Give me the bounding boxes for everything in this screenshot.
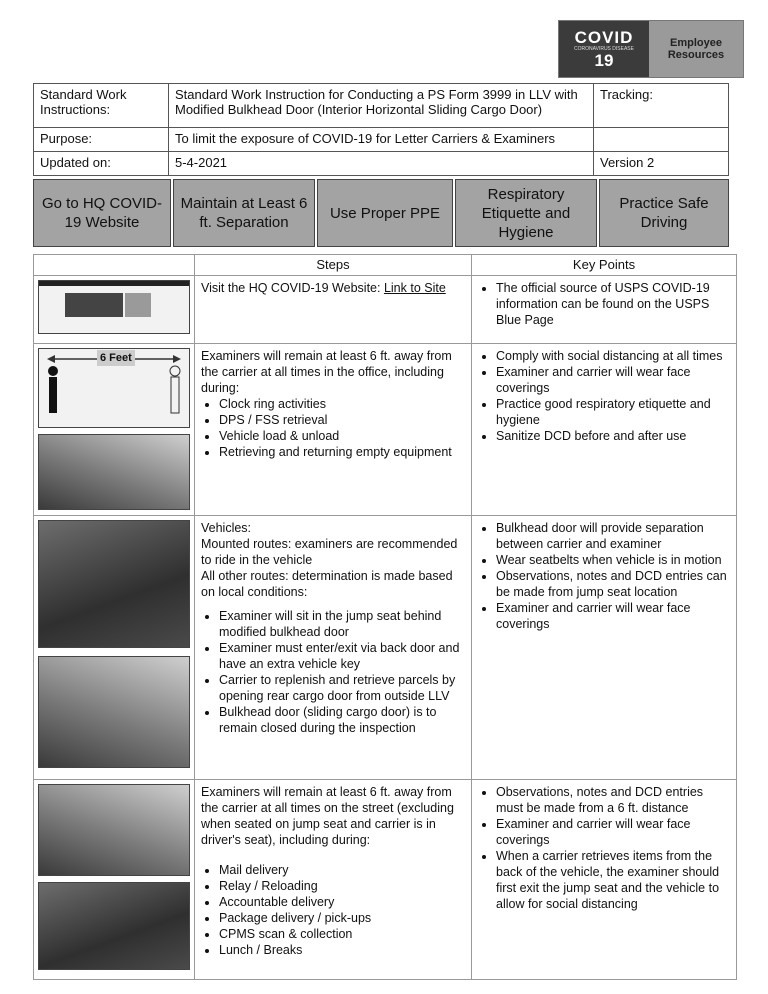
row3-keypoints-cell [472,516,737,780]
list-item: • Carrier to replenish and retrieve parcels by opening rear cargo door from outside LLV [219,672,465,704]
version-label: Version 2 [594,152,729,176]
table-row [34,516,737,780]
covid-employee-resources-logo [558,20,744,78]
guideline-banner [33,179,729,247]
banner-hq-website: Go to HQ COVID-19 Website [33,179,171,247]
row4-steps-cell [195,780,472,980]
row2-steps-cell [195,344,472,516]
row3-image-cell [34,516,195,780]
list-item: • Bulkhead door (sliding cargo door) is to remain closed during the inspection [219,704,465,736]
swi-label: Standard Work Instructions: [34,84,169,128]
logo-small-text: CORONAVIRUS DISEASE [574,46,634,52]
list-item: • Lunch / Breaks [219,942,465,958]
covid-19-mark [559,21,649,77]
banner-separation: Maintain at Least 6 ft. Separation [173,179,315,247]
updated-label: Updated on: [34,152,169,176]
table-row [34,276,737,344]
tracking-label: Tracking: [594,84,729,128]
purpose-value: To limit the exposure of COVID-19 for Letter Carriers & Examiners [169,128,594,152]
instructions-table [33,254,737,980]
vehicle-interior-photo [38,520,190,648]
office-equipment-photo [38,434,190,510]
logo-label-line1: Employee [670,37,722,49]
list-item: • Examiner must enter/exit via back door and have an extra vehicle key [219,640,465,672]
row4-keypoints-cell [472,780,737,980]
row2-steps-intro: Examiners will remain at least 6 ft. away from the carrier at all times in the office, including during: [201,349,452,395]
row2-keypoints-cell [472,344,737,516]
link-to-site[interactable]: Link to Site [383,281,446,295]
row2-image-cell [34,344,195,516]
list-item: • Examiner and carrier will wear face coverings [496,600,730,632]
row3-steps-cell [195,516,472,780]
list-item: • CPMS scan & collection [219,926,465,942]
row1-steps-cell [195,276,472,344]
logo-number: 19 [594,51,614,70]
list-item: • Wear seatbelts when vehicle is in motion [496,552,730,568]
list-item: • Practice good respiratory etiquette and hygiene [496,396,730,428]
row1-keypoints-cell [472,276,737,344]
row4-image-cell [34,780,195,980]
image-column-header [34,255,195,276]
list-item: • Relay / Reloading [219,878,465,894]
table-row [34,780,737,980]
swi-value: Standard Work Instruction for Conducting a PS Form 3999 in LLV with Modified Bulkhead Door (Interior Horizontal Sliding Cargo Door) [169,84,594,128]
list-item: • Retrieving and returning empty equipment [219,444,465,460]
list-item: • Package delivery / pick-ups [219,910,465,926]
employee-resources-label [649,21,743,77]
list-item: • Mail delivery [219,862,465,878]
mailboxes-photo [38,882,190,970]
list-item: • Bulkhead door will provide separation between carrier and examiner [496,520,730,552]
row1-steps-text: Visit the HQ COVID-19 Website: [201,281,384,295]
purpose-label: Purpose: [34,128,169,152]
list-item: • DPS / FSS retrieval [219,412,465,428]
list-item: • Observations, notes and DCD entries must be made from a 6 ft. distance [496,784,730,816]
carrier-delivery-photo [38,784,190,876]
hq-website-screenshot [38,280,190,334]
purpose-empty-cell [594,128,729,152]
header-table [33,83,729,176]
banner-safe-driving: Practice Safe Driving [599,179,729,247]
list-item: • Accountable delivery [219,894,465,910]
updated-value: 5-4-2021 [169,152,594,176]
table-row [34,344,737,516]
list-item: • Observations, notes and DCD entries can be made from jump seat location [496,568,730,600]
list-item: • Vehicle load & unload [219,428,465,444]
six-feet-diagram [38,348,190,428]
list-item: • Examiner and carrier will wear face coverings [496,364,730,396]
row4-steps-intro: Examiners will remain at least 6 ft. away from the carrier at all times on the street (excluding when seated on jump seat and carrier is in driver's seat), including during: [201,785,454,847]
row1-image-cell [34,276,195,344]
row3-steps-line2: Mounted routes: examiners are recommended to ride in the vehicle [201,537,458,567]
key-points-column-header: Key Points [472,255,737,276]
row3-steps-line1: Vehicles: [201,521,252,535]
steps-column-header: Steps [195,255,472,276]
banner-ppe: Use Proper PPE [317,179,453,247]
list-item: • The official source of USPS COVID-19 information can be found on the USPS Blue Page [496,280,730,328]
list-item: • Examiner and carrier will wear face coverings [496,816,730,848]
list-item: • Comply with social distancing at all times [496,348,730,364]
row3-steps-line3: All other routes: determination is made based on local conditions: [201,569,453,599]
logo-label-line2: Resources [667,49,725,61]
bulkhead-door-photo [38,656,190,768]
banner-respiratory: Respiratory Etiquette and Hygiene [455,179,597,247]
list-item: • Sanitize DCD before and after use [496,428,730,444]
list-item: • Clock ring activities [219,396,465,412]
six-feet-label: 6 Feet [97,350,135,366]
logo-word: COVID [574,28,634,47]
list-item: • When a carrier retrieves items from the back of the vehicle, the examiner should first exit the jump seat and the vehicle to allow for social distancing [496,848,730,912]
list-item: • Examiner will sit in the jump seat behind modified bulkhead door [219,608,465,640]
